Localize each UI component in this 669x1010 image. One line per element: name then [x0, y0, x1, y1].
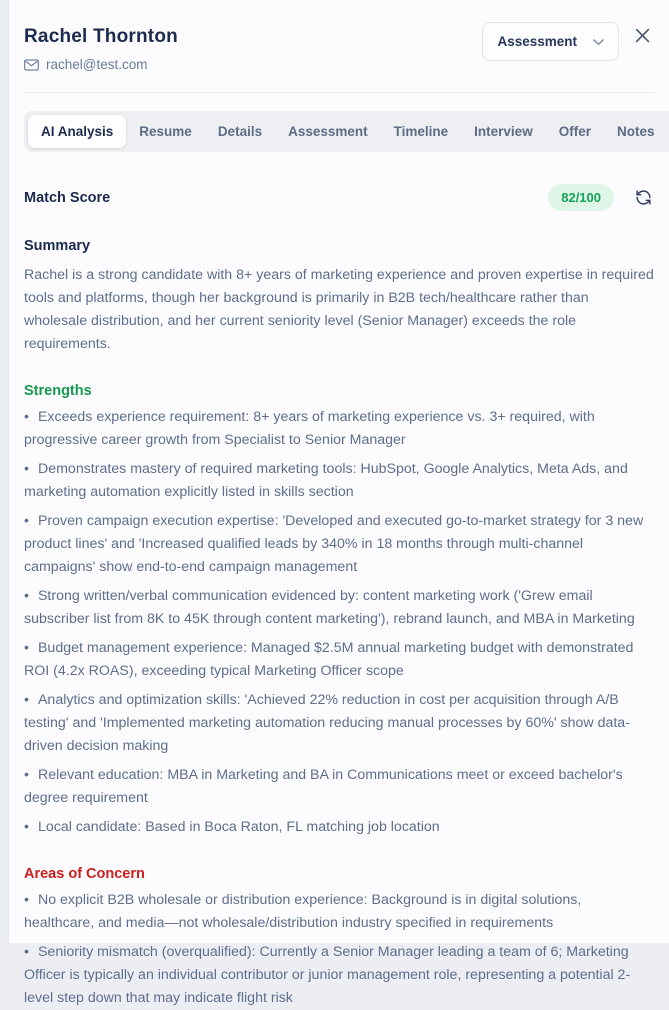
summary-text: Rachel is a strong candidate with 8+ years of marketing experience and proven expertise in required tools and platforms, though her background is primarily in B2B tech/healthcare rather than wholesale distribution, and her current seniority level (Senior Manager) exceeds the role requirements.: [24, 267, 654, 352]
list-item: • Exceeds experience requirement: 8+ years of marketing experience vs. 3+ required, with progressive career growth from Specialist to Senior Manager: [24, 406, 654, 452]
strengths-heading: Strengths: [24, 383, 92, 399]
mail-icon: [24, 59, 39, 71]
list-item: • Demonstrates mastery of required marketing tools: HubSpot, Google Analytics, Meta Ads, and marketing automation explicitly listed in skills section: [24, 458, 654, 504]
list-item: • Proven campaign execution expertise: 'Developed and executed go-to-market strategy for 3 new product lines' and 'Increased qualified leads by 340% in 18 months through multi-channel campaigns' show end-to-end campaign management: [24, 510, 654, 579]
list-item: • Seniority mismatch (overqualified): Currently a Senior Manager leading a team of 6; Marketing Officer is typically an individual contributor or junior management role, representing a potential 2-level step down that may indicate flight risk: [24, 941, 654, 1010]
tab-details[interactable]: Details: [217, 124, 263, 139]
list-item: • No explicit B2B wholesale or distribution experience: Background is in digital solutions, healthcare, and media—not wholesale/distribution industry specified in requirements: [24, 889, 654, 935]
candidate-detail-panel: [8, 0, 669, 1006]
candidate-email: rachel@test.com: [46, 57, 148, 72]
tab-notes[interactable]: Notes: [616, 124, 655, 139]
concerns-list: [24, 889, 654, 1010]
panel-header: [24, 20, 654, 72]
stage-dropdown[interactable]: [482, 22, 619, 61]
list-item: • Budget management experience: Managed $2.5M annual marketing budget with demonstrated ROI (4.2x ROAS), exceeding typical Marketing Officer scope: [24, 637, 654, 683]
header-divider: [24, 92, 654, 93]
stage-dropdown-value: Assessment: [497, 34, 577, 49]
tab-offer[interactable]: Offer: [558, 124, 591, 139]
list-item: • Local candidate: Based in Boca Raton, FL matching job location: [24, 816, 654, 839]
tab-ai-analysis[interactable]: AI Analysis: [28, 115, 126, 148]
candidate-email-row: [24, 57, 178, 72]
strengths-list: [24, 406, 654, 839]
summary-heading: Summary: [24, 238, 91, 254]
tab-interview[interactable]: Interview: [474, 124, 533, 139]
close-button[interactable]: [631, 22, 654, 49]
close-icon: [635, 31, 650, 46]
refresh-icon: [635, 194, 652, 209]
match-score-label: Match Score: [24, 189, 111, 206]
concerns-heading: Areas of Concern: [24, 866, 145, 882]
match-score-row: [24, 184, 654, 211]
match-score-badge: 82/100: [548, 184, 614, 211]
tab-bar: [24, 111, 669, 152]
candidate-name: Rachel Thornton: [24, 26, 178, 47]
chevron-down-icon: [593, 34, 604, 49]
list-item: • Strong written/verbal communication evidenced by: content marketing work ('Grew email subscriber list from 8K to 45K through content marketing'), rebrand launch, and MBA in Marketing: [24, 585, 654, 631]
refresh-analysis-button[interactable]: [633, 187, 654, 208]
candidate-identity: [24, 20, 178, 72]
tab-resume[interactable]: Resume: [139, 124, 192, 139]
list-item: • Relevant education: MBA in Marketing and BA in Communications meet or exceed bachelor's degree requirement: [24, 764, 654, 810]
tab-timeline[interactable]: Timeline: [393, 124, 449, 139]
list-item: • Analytics and optimization skills: 'Achieved 22% reduction in cost per acquisition through A/B testing' and 'Implemented marketing automation reducing manual processes by 60%' show data-driven decision making: [24, 689, 654, 758]
tab-assessment[interactable]: Assessment: [288, 124, 368, 139]
header-controls: [482, 22, 654, 61]
